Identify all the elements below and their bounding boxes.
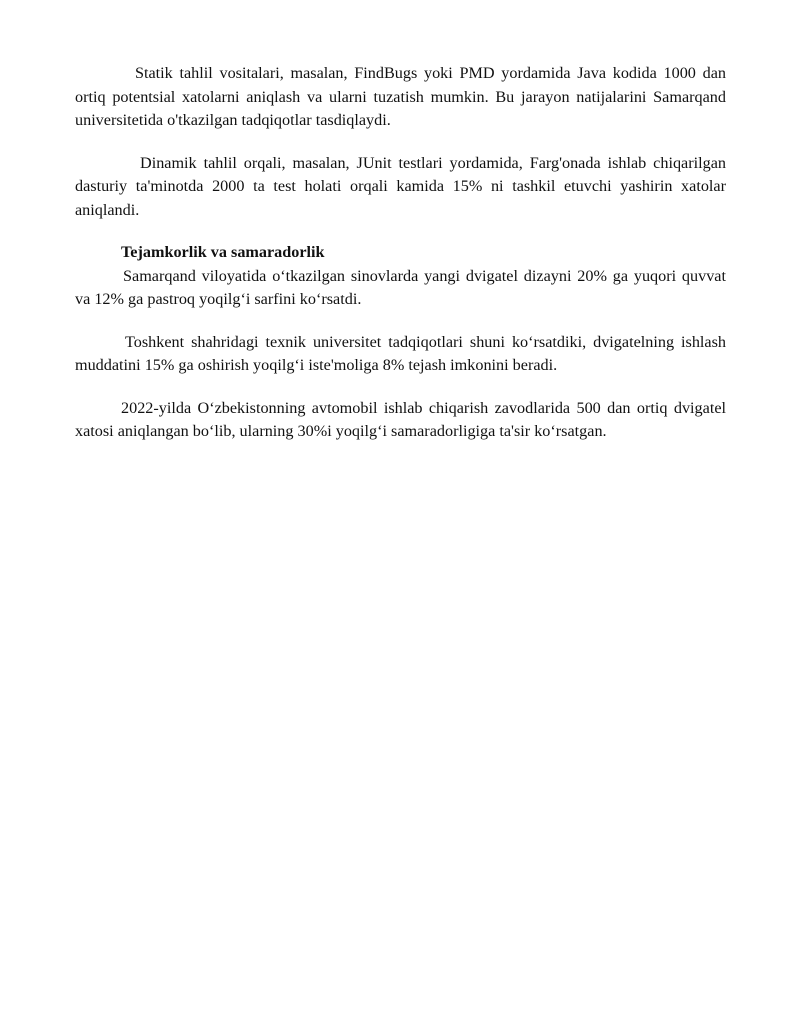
document-page: [75, 62, 726, 444]
paragraph-static-analysis: Statik tahlil vositalari, masalan, FindBugs yoki PMD yordamida Java kodida 1000 dan ortiq potentsial xatolarni aniqlash va ularni tuzatish mumkin. Bu jarayon natijalarini Samarqand universitetida o'tkazilgan tadqiqotlar tasdiqlaydi.: [75, 64, 726, 129]
section-heading: Tejamkorlik va samaradorlik: [121, 243, 325, 261]
paragraph-samarqand-tests: Samarqand viloyatida o‘tkazilgan sinovlarda yangi dvigatel dizayni 20% ga yuqori quvvat va 12% ga pastroq yoqilg‘i sarfini ko‘rsatdi.: [75, 266, 726, 308]
paragraph-2022-engine-errors: 2022-yilda O‘zbekistonning avtomobil ishlab chiqarish zavodlarida 500 dan ortiq dvigatel xatosi aniqlangan bo‘lib, ularning 30%i yoqilg‘i samaradorligiga ta'sir ko‘rsatgan.: [75, 398, 726, 440]
paragraph-toshkent-research: Toshkent shahridagi texnik universitet tadqiqotlari shuni ko‘rsatdiki, dvigatelning ishlash muddatini 15% ga oshirish yoqilg‘i iste'moliga 8% tejash imkonini beradi.: [75, 332, 726, 374]
paragraph-dynamic-analysis: Dinamik tahlil orqali, masalan, JUnit testlari yordamida, Farg'onada ishlab chiqarilgan dasturiy ta'minotda 2000 ta test holati orqali kamida 15% ni tashkil etuvchi yashirin xatolar aniqlandi.: [75, 153, 726, 219]
